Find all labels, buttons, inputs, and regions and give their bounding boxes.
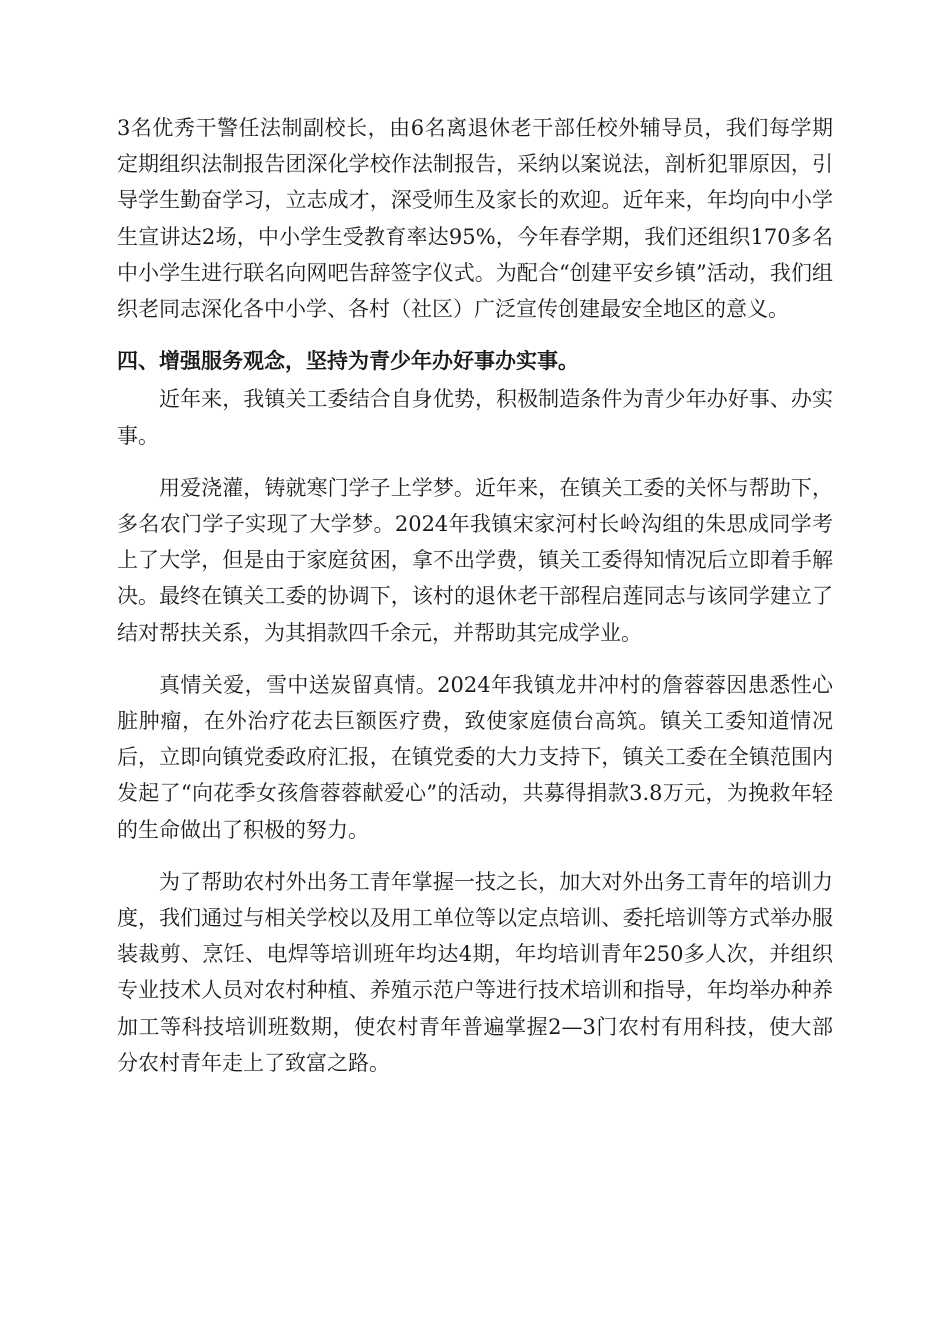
paragraph-vocational-training: 为了帮助农村外出务工青年掌握一技之长，加大对外出务工青年的培训力度，我们通过与相关学校以及用工单位等以定点培训、委托培训等方式举办服装裁剪、烹饪、电焊等培训班年均达4期，年均培训青年250多人次，并组织专业技术人员对农村种植、养殖示范户等进行技术培训和指导，年均举办种养加工等科技培训班数期，使农村青年普遍掌握2—3门农村有用科技，使大部分农村青年走上了致富之路。 bbox=[117, 869, 833, 1075]
paragraph-medical-aid: 真情关爱，雪中送炭留真情。2024年我镇龙井冲村的詹蓉蓉因患悉性心脏肿瘤，在外治疗花去巨额医疗费，致使家庭债台高筑。镇关工委知道情况后，立即向镇党委政府汇报，在镇党委的大力支持下，镇关工委在全镇范围内发起了“向花季女孩詹蓉蓉献爱心”的活动，共募得捐款3.8万元，为挽救年轻的生命做出了积极的努力。 bbox=[117, 672, 833, 842]
paragraph-intro: 近年来，我镇关工委结合自身优势，积极制造条件为青少年办好事、办实事。 bbox=[117, 387, 833, 448]
paragraph-continuation: 3名优秀干警任法制副校长，由6名离退休老干部任校外辅导员，我们每学期定期组织法制报告团深化学校作法制报告，采纳以案说法，剖析犯罪原因，引导学生勤奋学习，立志成才，深受师生及家长的欢迎。近年来，年均向中小学生宣讲达2场，中小学生受教育率达95%，今年春学期，我们还组织170多名中小学生进行联名向网吧告辞签字仪式。为配合“创建平安乡镇”活动，我们组织老同志深化各中小学、各村（社区）广泛宣传创建最安全地区的意义。 bbox=[117, 116, 833, 322]
section-heading: 四、增强服务观念，坚持为青少年办好事办实事。 bbox=[117, 349, 579, 374]
paragraph-student-aid: 用爱浇灌，铸就寒门学子上学梦。近年来，在镇关工委的关怀与帮助下，多名农门学子实现了大学梦。2024年我镇宋家河村长岭沟组的朱思成同学考上了大学，但是由于家庭贫困，拿不出学费，镇关工委得知情况后立即着手解决。最终在镇关工委的协调下，该村的退休老干部程启莲同志与该同学建立了结对帮扶关系，为其捐款四千余元，并帮助其完成学业。 bbox=[117, 475, 833, 645]
document-body bbox=[117, 110, 833, 1081]
